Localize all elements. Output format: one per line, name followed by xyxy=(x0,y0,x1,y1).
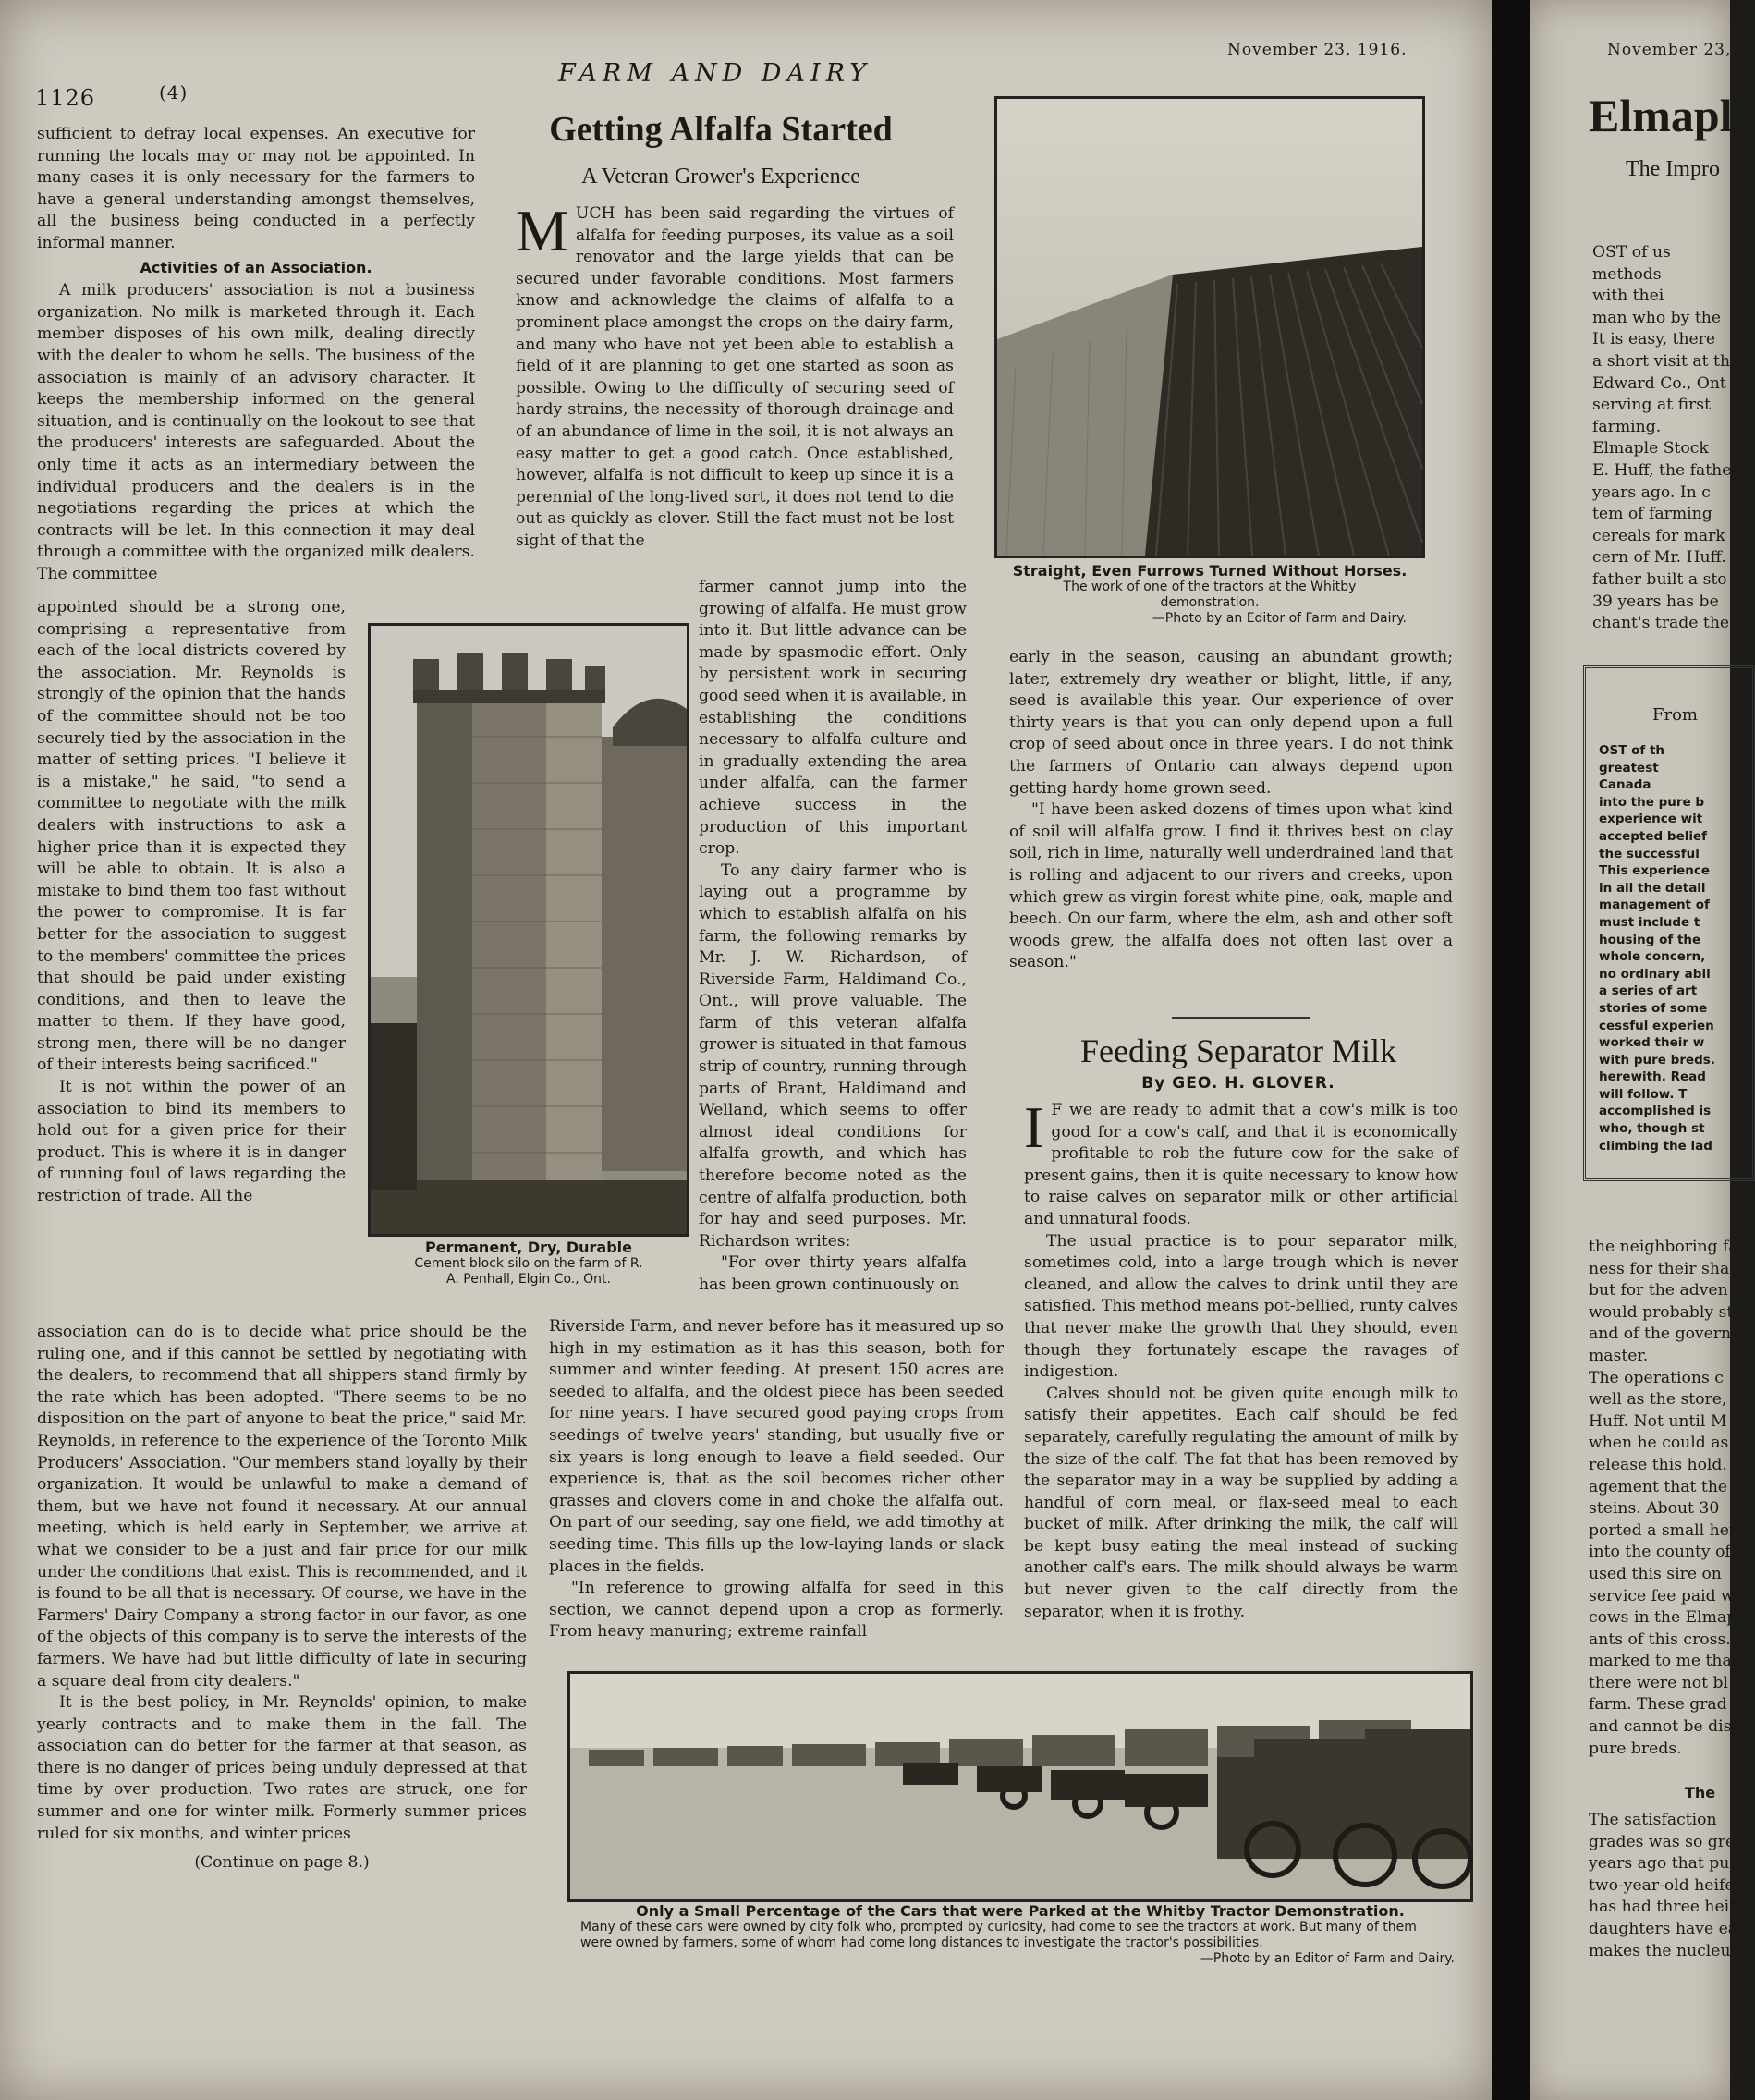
facing-text-line: makes the nucleus xyxy=(1589,1941,1739,1960)
facing-text-line: ported a small her xyxy=(1589,1520,1737,1540)
facing-text-line: Edward Co., Ont xyxy=(1592,373,1726,393)
facing-text-line: farming. xyxy=(1592,417,1662,436)
furrow-illustration xyxy=(997,99,1422,556)
facing-page xyxy=(1530,0,1753,2100)
facing-text-line: and of the govern xyxy=(1589,1325,1732,1344)
facing-title: Elmaple xyxy=(1589,90,1753,141)
continued-note: (Continue on page 8.) xyxy=(194,1853,370,1873)
facing-box-line: will follow. T xyxy=(1599,1086,1688,1102)
furrow-photo-credit: —Photo by an Editor of Farm and Dairy. xyxy=(1152,611,1407,626)
cars-photo-credit: —Photo by an Editor of Farm and Dairy. xyxy=(1200,1951,1455,1966)
alfalfa-paragraph-4: "In reference to growing alfalfa for seed in this section, we cannot depend upon a crop as formerly. From heavy manuring; extreme rainfall xyxy=(549,1579,1004,1642)
alfalfa-paragraph-1 xyxy=(516,198,954,553)
facing-text-line: release this hold. xyxy=(1589,1455,1727,1474)
alfalfa-title: Getting Alfalfa Started xyxy=(549,110,893,149)
price-paragraph: association can do is to decide what price should be the ruling one, and if this cannot be settled by negotiating with the dealers, to recommend that all shippers stand firmly by the rate which has been adopted. "There seems to be no disposition on the part of anyone to beat the price," said Mr. Reynolds, in reference to the experience of the Toronto Milk Producers' Association. "Our members stand loyally by their organization. It would be unlawful to make a demand of them, but we have not found it necessary. At our annual meeting, which is held early in September, we arrive at what we consider to be a just and fair price for our milk under the conditions that exist. This is recommended, and it is found to be all that is necessary. Of course, we have in the Farmers' Dairy Company a strong factor in our favor, as one of the objects of this company is to serve the interests of the farmers. We have had but little difficulty of late in securing a square deal from city dealers." xyxy=(37,1323,527,1691)
separator-paragraph-1 xyxy=(1024,1094,1458,1231)
furrow-caption-title: Straight, Even Furrows Turned Without Horses. xyxy=(1012,562,1408,580)
left-column xyxy=(37,124,475,585)
facing-text-line: OST of us xyxy=(1592,243,1671,262)
alfalfa-subtitle: A Veteran Grower's Experience xyxy=(581,165,860,189)
page-number: 1126 xyxy=(35,85,96,111)
facing-text-line: E. Huff, the fathe xyxy=(1592,460,1732,480)
silo-caption xyxy=(368,1239,689,1288)
facing-text-line: serving at first xyxy=(1592,396,1711,415)
facing-subtitle: The Impro xyxy=(1626,157,1720,181)
facing-text-line: but for the adven xyxy=(1589,1281,1728,1300)
section-mark: (4) xyxy=(159,81,189,104)
alfalfa-paragraph-1-text: UCH has been said regarding the virtues of alfalfa for feeding purposes, its value as a soil renovator and the large yields that can be secured under favorable conditions. Most farmers know and acknowledge the claims of alfalfa to a prominent place amongst the crops on the dairy farm, and many who have not yet been able to establish a field of it are planning to get one started as soon as possible. Owing to the difficulty of securing seed of hardy strains, the necessity of thorough drainage and of an abundance of lime in the soil, it is not always an easy matter to get a good catch. Once established, however, alfalfa is not difficult to keep up since it is a perennial of the long-lived sort, it does not tend to die out as quickly as clover. Still the fact must not be lost sight of that the xyxy=(516,204,954,550)
facing-box-line: experience wit xyxy=(1599,812,1703,827)
alfalfa-dropcap: M xyxy=(516,198,568,263)
facing-text-line: two-year-old heifer xyxy=(1589,1875,1742,1895)
facing-box-line: Canada xyxy=(1599,777,1651,793)
facing-box-line: management of xyxy=(1599,897,1710,913)
separator-paragraph-3: Calves should not be given quite enough milk to satisfy their appetites. Each calf should be fed separately, carefully regulating the amount of milk by the size of the calf. The fat that has been removed by the separator may in a way be supplied by adding a handful of corn meal, or flax-seed meal to each bucket of milk. After drinking the milk, the calf will be kept busy eating the meal instead of sucking another calf's ears. The milk should always be warm but never given to the calf directly from the separator, when it is frothy. xyxy=(1024,1384,1458,1621)
facing-box-line: cessful experien xyxy=(1599,1018,1714,1033)
facing-box-title: From xyxy=(1652,705,1698,725)
facing-text-line: steins. About 30 xyxy=(1589,1499,1720,1519)
cars-caption-title: Only a Small Percentage of the Cars that were Parked at the Whitby Tractor Demonstration. xyxy=(636,1902,1405,1920)
facing-box-line: in all the detail xyxy=(1599,880,1706,896)
masthead: FARM AND DAIRY xyxy=(558,59,871,88)
furrow-caption-text: The work of one of the tractors at the Whitby demonstration. xyxy=(1063,580,1357,610)
alfalfa-column-wrap xyxy=(699,577,967,1297)
facing-box-line: the successful xyxy=(1599,846,1700,861)
facing-box-line: must include t xyxy=(1599,914,1700,930)
facing-text-line: Huff. Not until M xyxy=(1589,1411,1727,1431)
facing-text-line: daughters have ea xyxy=(1589,1919,1738,1938)
activities-subhead: Activities of an Association. xyxy=(140,258,372,276)
facing-text-line: 39 years has be xyxy=(1592,592,1719,611)
facing-text-line: farm. These grad xyxy=(1589,1695,1727,1715)
facing-text-line: chant's trade the xyxy=(1592,614,1730,633)
facing-text-line: grades was so grea xyxy=(1589,1832,1745,1851)
alfalfa-paragraph-3b: Riverside Farm, and never before has it measured up so high in my estimation as it has this season, both for summer and winter feeding. At present 150 acres are seeded to alfalfa, and the oldest piece has been seeded for nine years. I have secured good paying crops from seedings of twelve years' standing, but usually five or six years is long enough to leave a field seeded. Our experience is, that as the soil becomes richer other grasses and clovers come in and choke the alfalfa out. On part of our seeding, say one field, we add timothy at seeding time. This fills up the low-laying lands or slack places in the fields. xyxy=(549,1317,1004,1576)
facing-text-line: when he could as xyxy=(1589,1434,1729,1453)
facing-text-line: tem of farming xyxy=(1592,505,1712,524)
furrow-caption xyxy=(994,562,1425,627)
alfalfa-paragraph-3: "For over thirty years alfalfa has been grown continuously on xyxy=(699,1253,967,1294)
silo-caption-text: Cement block silo on the farm of R. A. Penhall, Elgin Co., Ont. xyxy=(414,1256,643,1287)
association-paragraph-1: A milk producers' association is not a business organization. No milk is marketed through it. Each member disposes of his own milk, dealing directly with the dealer to whom he sells. The business of the association is mainly of an advisory character. It keeps the membership informed on the general situation, and is continually on the lookout to see that the producers' interests are safeguarded. About the only time it acts as an intermediary between the individual producers and the dealers is in the negotiations regarding the prices at which the contracts will be let. In this connection it may deal through a committee with the organized milk dealers. The committee xyxy=(37,281,475,583)
committee-paragraph: appointed should be a strong one, comprising a representative from each of the local districts covered by the association. Mr. Reynolds is strongly of the opinion that the hands of the committee should not be too securely tied by the association in the matter of setting prices. "I believe it is a mistake," he said, "to send a committee to negotiate with the milk dealers with instructions to ask a higher price than it is expected they will be able to obtain. It is also a mistake to bind them too fast without the power to compromise. It is far better for the association to suggest to the members' committee the prices that should be paid under existing conditions, and then to leave the matter to them. If they have good, strong men, there will be no danger of their interests being sacrificed." xyxy=(37,598,346,1075)
facing-box-line: OST of th xyxy=(1599,743,1665,758)
facing-box-line: into the pure b xyxy=(1599,794,1705,810)
facing-text-line: cereals for mark xyxy=(1592,526,1725,545)
facing-text-line: into the county of xyxy=(1589,1543,1731,1562)
facing-box-line: housing of the xyxy=(1599,932,1701,947)
alfalfa-paragraph-5: early in the season, causing an abundant growth; later, extremely dry weather or blight, little, if any, seed is available this year. Our experience of over thirty years is that you can only depend upon a full crop of seed about once in three years. I do not think the farmers of Ontario can always depend upon getting hardy home grown seed. xyxy=(1009,648,1453,798)
alfalfa-column-lower xyxy=(549,1316,1004,1643)
power-paragraph: It is not within the power of an association to bind its members to hold out for a given price for their product. This is where it is in danger of running foul of laws regarding the restriction of trade. All the xyxy=(37,1078,346,1206)
facing-text-line: well as the store, xyxy=(1589,1390,1727,1410)
facing-box-line: This experience xyxy=(1599,863,1711,879)
facing-text-line: Elmaple Stock xyxy=(1592,439,1709,458)
intro-paragraph: sufficient to defray local expenses. An executive for running the locals may or may not be appointed. In many cases it is only necessary for the farmers to have a general understanding amongst themselves, all the business being conducted in a perfectly informal manner. xyxy=(37,125,475,252)
facing-box-line: herewith. Read xyxy=(1599,1069,1706,1085)
separator-rule xyxy=(1172,1017,1310,1019)
separator-byline: By GEO. H. GLOVER. xyxy=(1141,1074,1335,1093)
facing-text-line: ness for their sha xyxy=(1589,1259,1730,1278)
silo-photo xyxy=(368,623,689,1237)
cars-photo xyxy=(567,1671,1473,1902)
silo-illustration xyxy=(371,626,687,1234)
alfalfa-paragraph-6: "I have been asked dozens of times upon what kind of soil will alfalfa grow. I find it thrives best on clay soil, rich in lime, naturally well underdrained land that is rolling and adjacent to our rivers and creeks, upon which grew as virgin forest white pine, oak, maple and beech. On our farm, where the elm, ash and other soft woods grew, the alfalfa does not often last over a season." xyxy=(1009,800,1453,972)
facing-box-line: a series of art xyxy=(1599,983,1698,999)
facing-page-date: November 23, xyxy=(1607,41,1732,59)
facing-text-line: father built a sto xyxy=(1592,569,1727,589)
separator-dropcap: I xyxy=(1024,1094,1044,1160)
facing-box-text xyxy=(1599,742,1715,1154)
separator-title: Feeding Separator Milk xyxy=(1080,1032,1396,1069)
facing-column-bottom xyxy=(1589,1810,1745,1962)
facing-text-line: pure breds. xyxy=(1589,1739,1682,1758)
cars-caption-text: Many of these cars were owned by city folk who, prompted by curiosity, had come to see the tractors at work. But many of them were owned by farmers, some of whom had come long distances to investigate the tractor's possibilities. xyxy=(580,1920,1417,1950)
alfalfa-paragraph-1b: farmer cannot jump into the growing of alfalfa. He must grow into it. But little advance can be made by spasmodic effort. Only by persistent work in securing good seed when it is available, in establishing the conditions necessary to alfalfa culture and in gradually extending the area under alfalfa, can the farmer achieve success in the production of this important crop. xyxy=(699,578,967,859)
facing-text-line: used this sire on xyxy=(1589,1564,1722,1583)
alfalfa-column-right xyxy=(1009,647,1453,974)
facing-box-line: climbing the lad xyxy=(1599,1138,1712,1154)
facing-box xyxy=(1583,665,1755,1181)
facing-text-line: marked to me that xyxy=(1589,1652,1738,1671)
left-column-lower xyxy=(37,1322,527,1874)
facing-text-line: has had three heif xyxy=(1589,1898,1736,1917)
facing-text-line: the neighboring fa xyxy=(1589,1238,1738,1256)
facing-text-line: cows in the Elmapl xyxy=(1589,1608,1742,1628)
alfalfa-column-top xyxy=(516,198,954,553)
facing-column-top xyxy=(1592,242,1740,635)
facing-text-line: and cannot be dist xyxy=(1589,1717,1738,1737)
facing-text-line: service fee paid w xyxy=(1589,1586,1735,1606)
facing-box-line: worked their w xyxy=(1599,1035,1705,1051)
facing-box-line: accomplished is xyxy=(1599,1104,1712,1119)
facing-text-line: man who by the xyxy=(1592,308,1721,327)
left-column-wrap xyxy=(37,597,346,1208)
facing-text-line: methods xyxy=(1592,264,1662,284)
facing-text-line: would probably st xyxy=(1589,1302,1734,1322)
facing-text-line: cern of Mr. Huff. xyxy=(1592,548,1726,568)
facing-text-line: It is easy, there xyxy=(1592,330,1716,349)
book-gutter xyxy=(1492,0,1530,2100)
separator-column xyxy=(1024,1094,1458,1623)
facing-subhead: The xyxy=(1685,1784,1716,1801)
contracts-paragraph: It is the best policy, in Mr. Reynolds' opinion, to make yearly contracts and to make them in the fall. The association can do better for the farmer at that season, as there is no danger of prices being unduly depressed at that time by over production. Two rates are struck, one for summer and one for winter milk. Formerly summer prices ruled for six months, and winter prices xyxy=(37,1693,527,1843)
facing-text-line: agement that the xyxy=(1589,1477,1728,1496)
facing-text-line: years ago. In c xyxy=(1592,482,1711,502)
separator-paragraph-2: The usual practice is to pour separator milk, sometimes cold, into a large trough which is never cleaned, and allow the calves to drink until they are satisfied. This method means pot-bellied, runty calves that never make the growth that they should, even though they fortunately escape the ravages of indigestion. xyxy=(1024,1231,1458,1382)
facing-box-line: no ordinary abil xyxy=(1599,966,1711,982)
facing-box-line: stories of some xyxy=(1599,1000,1708,1016)
cars-caption xyxy=(567,1902,1473,1967)
facing-text-line: The operations c xyxy=(1589,1368,1724,1387)
facing-text-line: years ago that pur xyxy=(1589,1854,1737,1874)
silo-caption-title: Permanent, Dry, Durable xyxy=(424,1239,633,1256)
issue-date: November 23, 1916. xyxy=(1227,41,1408,59)
separator-paragraph-1-text: F we are ready to admit that a cow's milk is too good for a cow's calf, and that it is economically profitable to rob the future cow for the sake of present gains, then it is quite necessary to know how to raise calves on separator milk or other artificial and unnatural foods. xyxy=(1024,1101,1458,1228)
alfalfa-paragraph-2: To any dairy farmer who is laying out a programme by which to establish alfalfa on his farm, the following remarks by Mr. J. W. Richardson, of Riverside Farm, Haldimand Co., Ont., will prove valuable. The farm of this veteran alfalfa grower is situated in that famous strip of country, running through parts of Brant, Haldimand and Welland, which seems to offer almost ideal conditions for alfalfa growth, and which has therefore become noted as the centre of alfalfa production, both for hay and seed purposes. Mr. Richardson writes: xyxy=(699,861,967,1251)
facing-column-lower xyxy=(1589,1237,1742,1760)
facing-box-line: with pure breds. xyxy=(1599,1052,1715,1068)
facing-box-line: whole concern, xyxy=(1599,949,1706,965)
facing-text-line: there were not bl xyxy=(1589,1673,1729,1692)
facing-text-line: master. xyxy=(1589,1346,1649,1365)
furrow-photo xyxy=(994,96,1425,558)
facing-box-line: greatest xyxy=(1599,760,1659,775)
facing-text-line: ants of this cross. xyxy=(1589,1630,1731,1649)
facing-text-line: The satisfaction xyxy=(1589,1811,1717,1829)
facing-box-line: who, though st xyxy=(1599,1121,1705,1137)
facing-text-line: a short visit at th xyxy=(1592,351,1731,371)
facing-text-line: with thei xyxy=(1592,287,1664,306)
facing-box-line: accepted belief xyxy=(1599,828,1708,844)
cars-illustration xyxy=(570,1674,1470,1899)
